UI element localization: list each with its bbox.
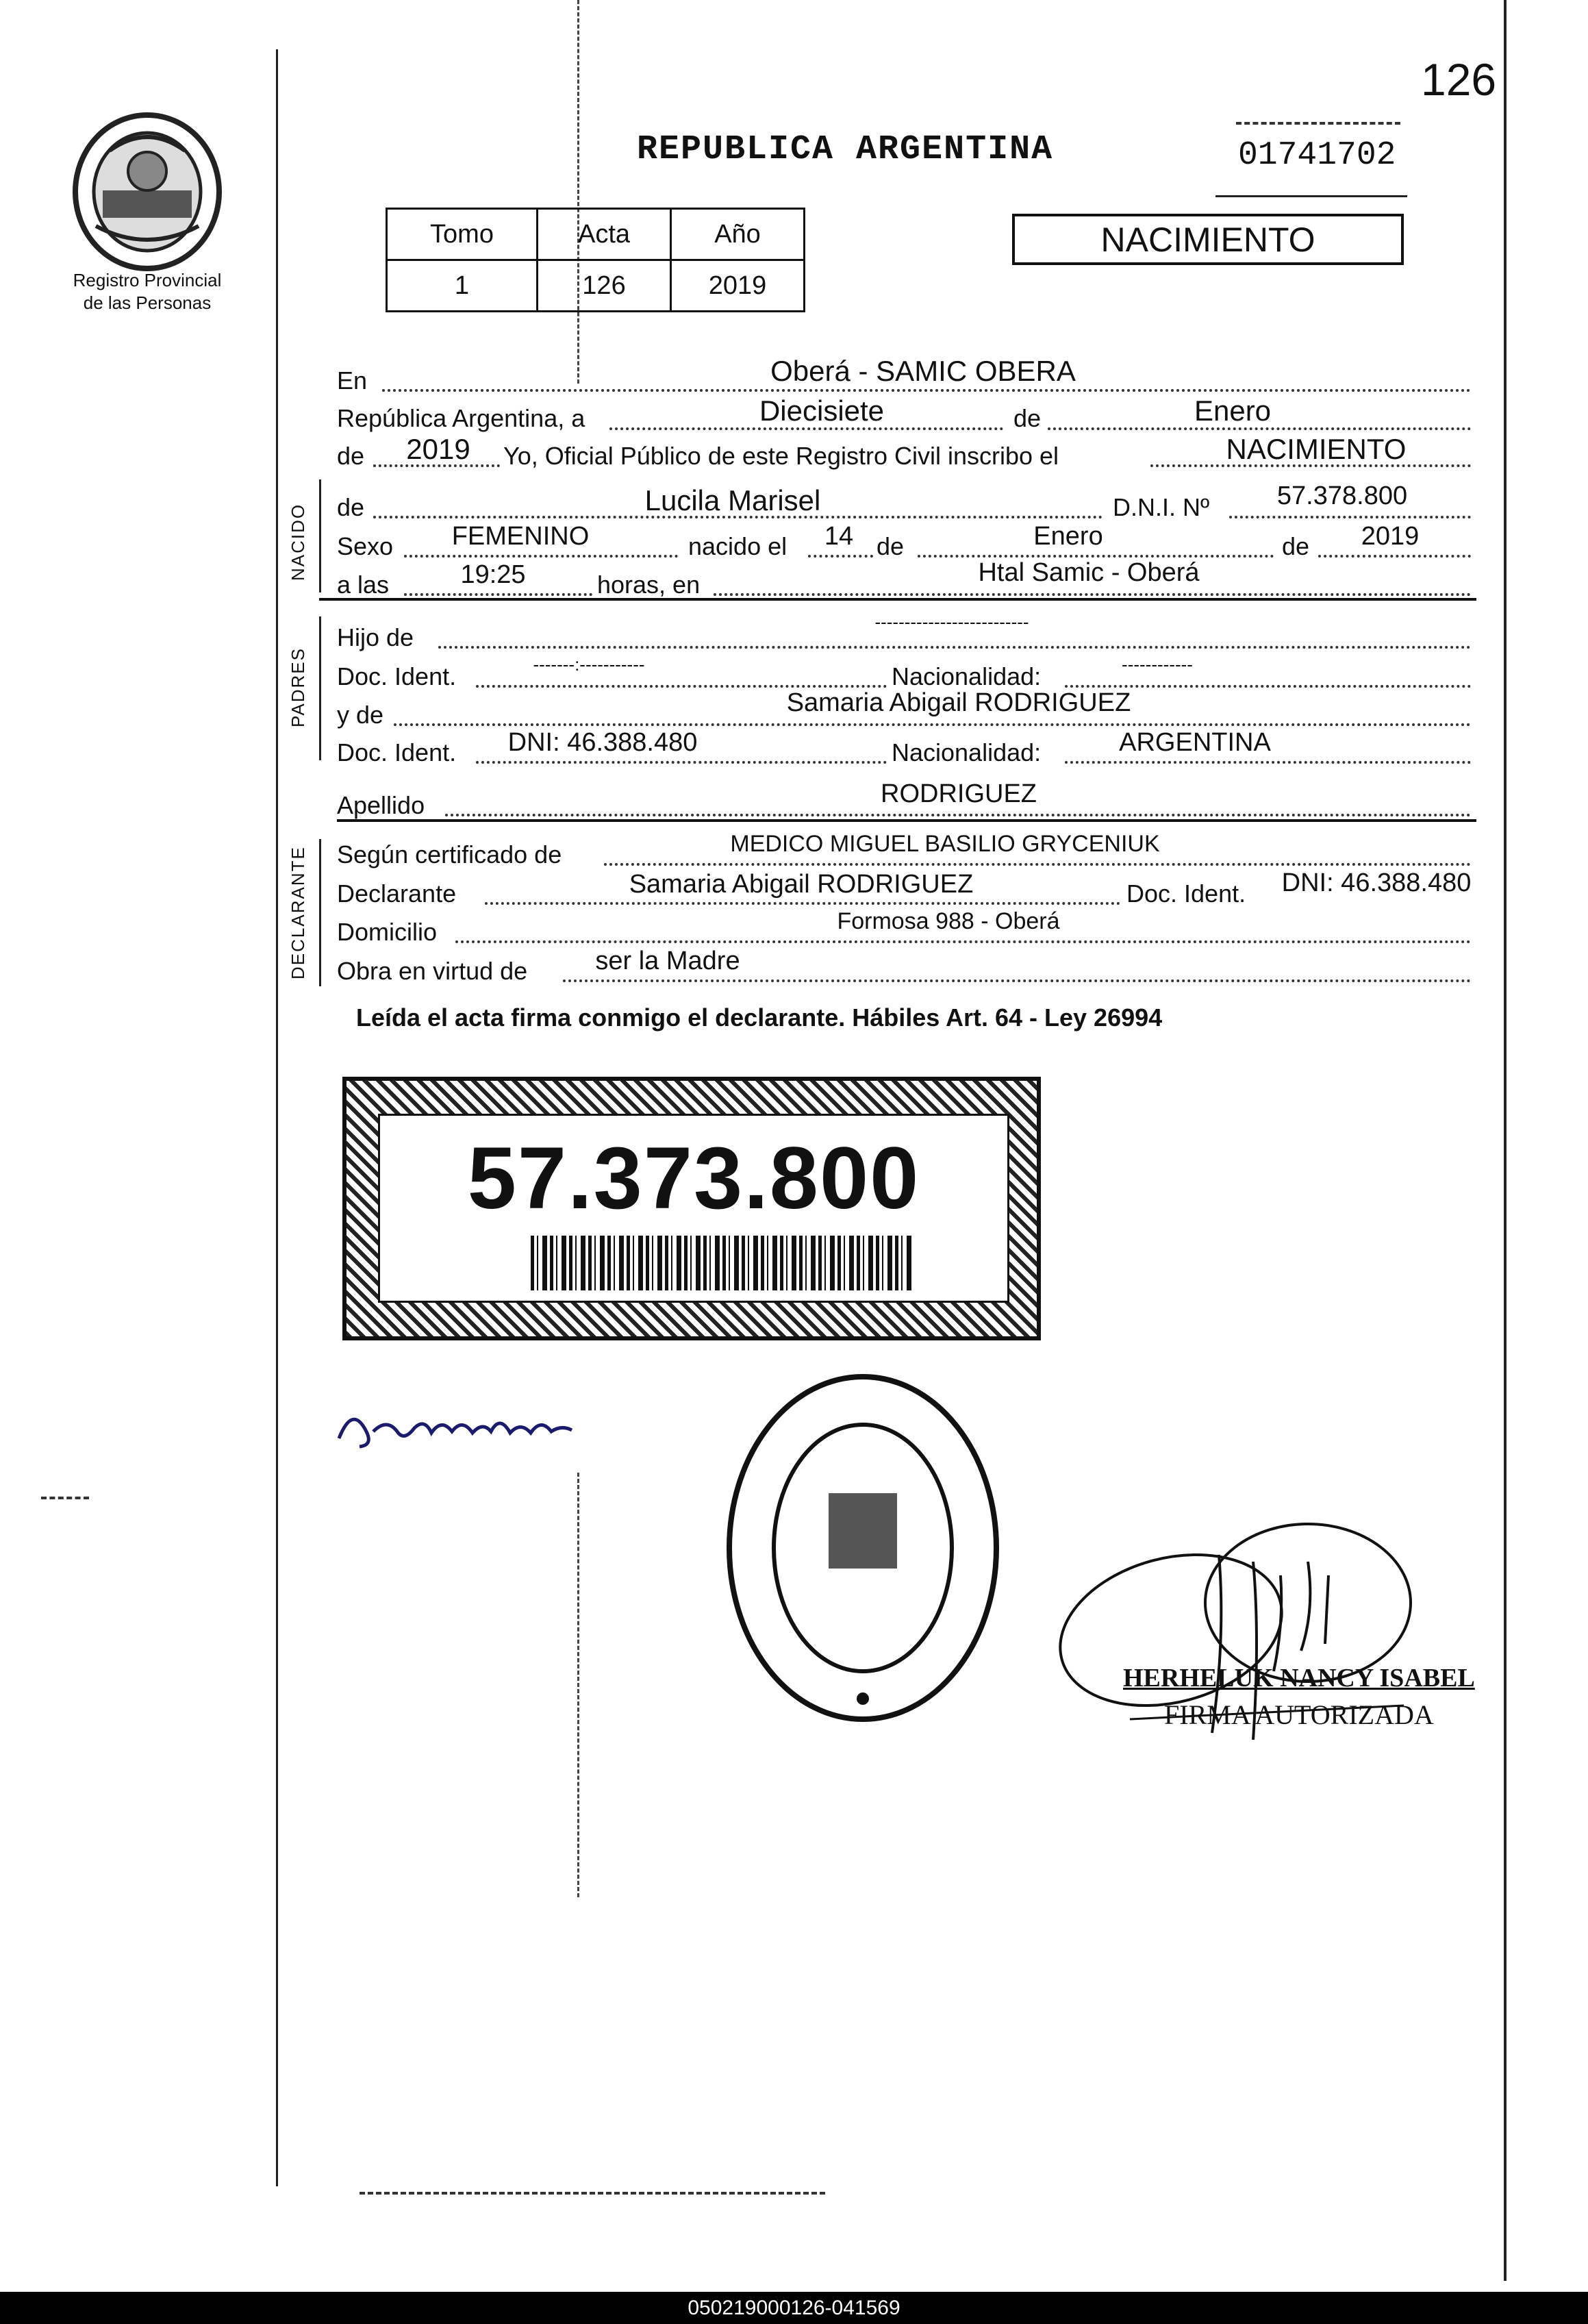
barcode — [531, 1236, 914, 1290]
label-hijo-de: Hijo de — [337, 623, 414, 651]
dots-dia-nac — [808, 555, 873, 558]
label-apellido: Apellido — [337, 791, 425, 819]
value-obra: ser la Madre — [595, 947, 740, 975]
value-anio-nac: 2019 — [1361, 522, 1420, 551]
dots-dni — [1229, 516, 1471, 518]
footer-code: 050219000126-041569 — [688, 2297, 900, 2319]
value-madre-nac: ARGENTINA — [1119, 728, 1271, 757]
value-apellido: RODRIGUEZ — [881, 779, 1037, 808]
bottom-dashed-mark — [360, 2192, 825, 2195]
dots-declarante — [485, 902, 1120, 905]
dots-padre — [438, 646, 1471, 649]
official-signature — [1048, 1514, 1431, 1805]
anio-value: 2019 — [671, 260, 805, 312]
value-sexo: FEMENINO — [451, 522, 590, 551]
record-type-label: NACIMIENTO — [1100, 221, 1315, 259]
label-doc-ident3: Doc. Ident. — [1126, 879, 1246, 908]
official-name: HERHELUK NANCY ISABEL — [1123, 1664, 1475, 1692]
serial-number: 01741702 — [1238, 137, 1396, 174]
label-doc-ident1: Doc. Ident. — [337, 662, 457, 690]
official-role: FIRMA AUTORIZADA — [1164, 1699, 1434, 1730]
label-de-mes2: de — [877, 532, 905, 560]
dots-apellido — [445, 814, 1471, 816]
label-declarante: Declarante — [337, 879, 457, 908]
value-lugar-nac: Htal Samic - Oberá — [978, 558, 1200, 587]
value-certificado: MEDICO MIGUEL BASILIO GRYCENIUK — [730, 831, 1160, 857]
dots-madre — [394, 723, 1471, 726]
declarante-section-bar — [319, 839, 321, 986]
id-number-inner — [378, 1114, 1009, 1303]
label-doc-ident2: Doc. Ident. — [337, 738, 457, 766]
nacido-section-rule — [319, 598, 1476, 601]
value-declarante: Samaria Abigail RODRIGUEZ — [629, 870, 974, 899]
serial-top-mark — [1236, 122, 1400, 125]
document-title: REPUBLICA ARGENTINA — [637, 130, 1054, 169]
declarante-signature — [332, 1390, 579, 1455]
footer-bar — [0, 2292, 1588, 2324]
right-margin-line — [1504, 0, 1507, 2281]
value-padre-nac: ------------ — [1122, 654, 1193, 675]
label-de-mes: de — [1013, 404, 1042, 432]
value-padre-doc: -------:----------- — [533, 654, 645, 675]
register-table — [386, 208, 805, 312]
dots-madre-doc — [476, 761, 887, 764]
id-number: 57.373.800 — [467, 1129, 920, 1227]
label-nacido-el: nacido el — [688, 532, 787, 560]
dots-lugar-nac — [714, 593, 1471, 596]
tomo-header: Tomo — [387, 209, 538, 260]
value-madre: Samaria Abigail RODRIGUEZ — [786, 688, 1131, 717]
page-number: 126 — [1421, 54, 1497, 105]
value-anio-inscripcion: 2019 — [406, 433, 470, 465]
acta-header: Acta — [538, 209, 671, 260]
dots-en — [382, 389, 1471, 392]
dots-hora — [404, 593, 592, 596]
value-madre-doc: DNI: 46.388.480 — [507, 728, 698, 757]
left-margin-line — [276, 49, 278, 2186]
dots-padre-doc — [476, 685, 887, 688]
dots-obra — [563, 979, 1471, 982]
label-segun: Según certificado de — [337, 840, 562, 869]
dots-domicilio — [455, 940, 1471, 943]
dots-padre-nac — [1065, 685, 1471, 688]
acta-value: 126 — [538, 260, 671, 312]
registry-name-line1: Registro Provincial — [73, 270, 222, 290]
center-fold-mark-lower — [577, 1473, 579, 1897]
label-domicilio: Domicilio — [337, 918, 438, 946]
dots-certificado — [604, 863, 1471, 866]
label-en: En — [337, 366, 368, 395]
value-declarante-doc: DNI: 46.388.480 — [1281, 869, 1472, 897]
section-nacido: NACIDO — [288, 503, 308, 581]
padres-section-bar — [319, 616, 321, 760]
id-number-box — [342, 1077, 1041, 1340]
serial-underline — [1215, 195, 1407, 197]
section-declarante: DECLARANTE — [288, 846, 308, 979]
label-horas-en: horas, en — [597, 571, 701, 599]
dots-mes — [1048, 427, 1471, 430]
value-dni: 57.378.800 — [1276, 482, 1408, 510]
closing-statement: Leída el acta firma conmigo el declarante. Hábiles Art. 64 - Ley 26994 — [356, 1003, 1163, 1032]
apellido-section-rule — [337, 819, 1476, 822]
value-tipo: NACIMIENTO — [1226, 433, 1407, 465]
registry-name-line2: de las Personas — [83, 292, 212, 313]
value-dia-inscripcion: Diecisiete — [759, 395, 885, 427]
value-mes-inscripcion: Enero — [1194, 395, 1272, 427]
tomo-value: 1 — [387, 260, 538, 312]
label-oficial: Yo, Oficial Público de este Registro Civil inscribo el — [503, 442, 1059, 470]
value-mes-nac: Enero — [1033, 522, 1103, 551]
label-republica: República Argentina, a — [337, 404, 585, 432]
label-y-de: y de — [337, 701, 384, 729]
label-de-anio2: de — [1282, 532, 1310, 560]
label-a-las: a las — [337, 571, 390, 599]
value-dia-nac: 14 — [824, 522, 854, 551]
label-nacionalidad1: Nacionalidad: — [892, 662, 1042, 690]
dots-dia — [609, 427, 1003, 430]
record-type-box — [1012, 214, 1404, 265]
dots-sexo — [404, 555, 678, 558]
value-nombre: Lucila Marisel — [644, 484, 821, 516]
label-dni: D.N.I. Nº — [1113, 493, 1210, 521]
section-padres: PADRES — [288, 647, 308, 727]
dots-anio-nac — [1318, 555, 1471, 558]
label-de-nombre: de — [337, 493, 365, 521]
label-sexo: Sexo — [337, 532, 394, 560]
value-lugar: Oberá - SAMIC OBERA — [770, 355, 1076, 387]
left-margin-mark — [41, 1497, 89, 1499]
center-fold-mark — [577, 0, 579, 384]
provincial-seal — [68, 110, 226, 274]
dots-mes-nac — [918, 555, 1274, 558]
label-de-anio: de — [337, 442, 365, 470]
label-nacionalidad2: Nacionalidad: — [892, 738, 1042, 766]
registry-stamp — [719, 1363, 1007, 1733]
anio-header: Año — [671, 209, 805, 260]
nacido-section-bar — [319, 479, 321, 592]
value-hora: 19:25 — [460, 560, 526, 589]
value-domicilio: Formosa 988 - Oberá — [837, 908, 1060, 934]
dots-madre-nac — [1065, 761, 1471, 764]
label-obra: Obra en virtud de — [337, 957, 528, 985]
value-padre: -------------------------- — [874, 612, 1029, 632]
